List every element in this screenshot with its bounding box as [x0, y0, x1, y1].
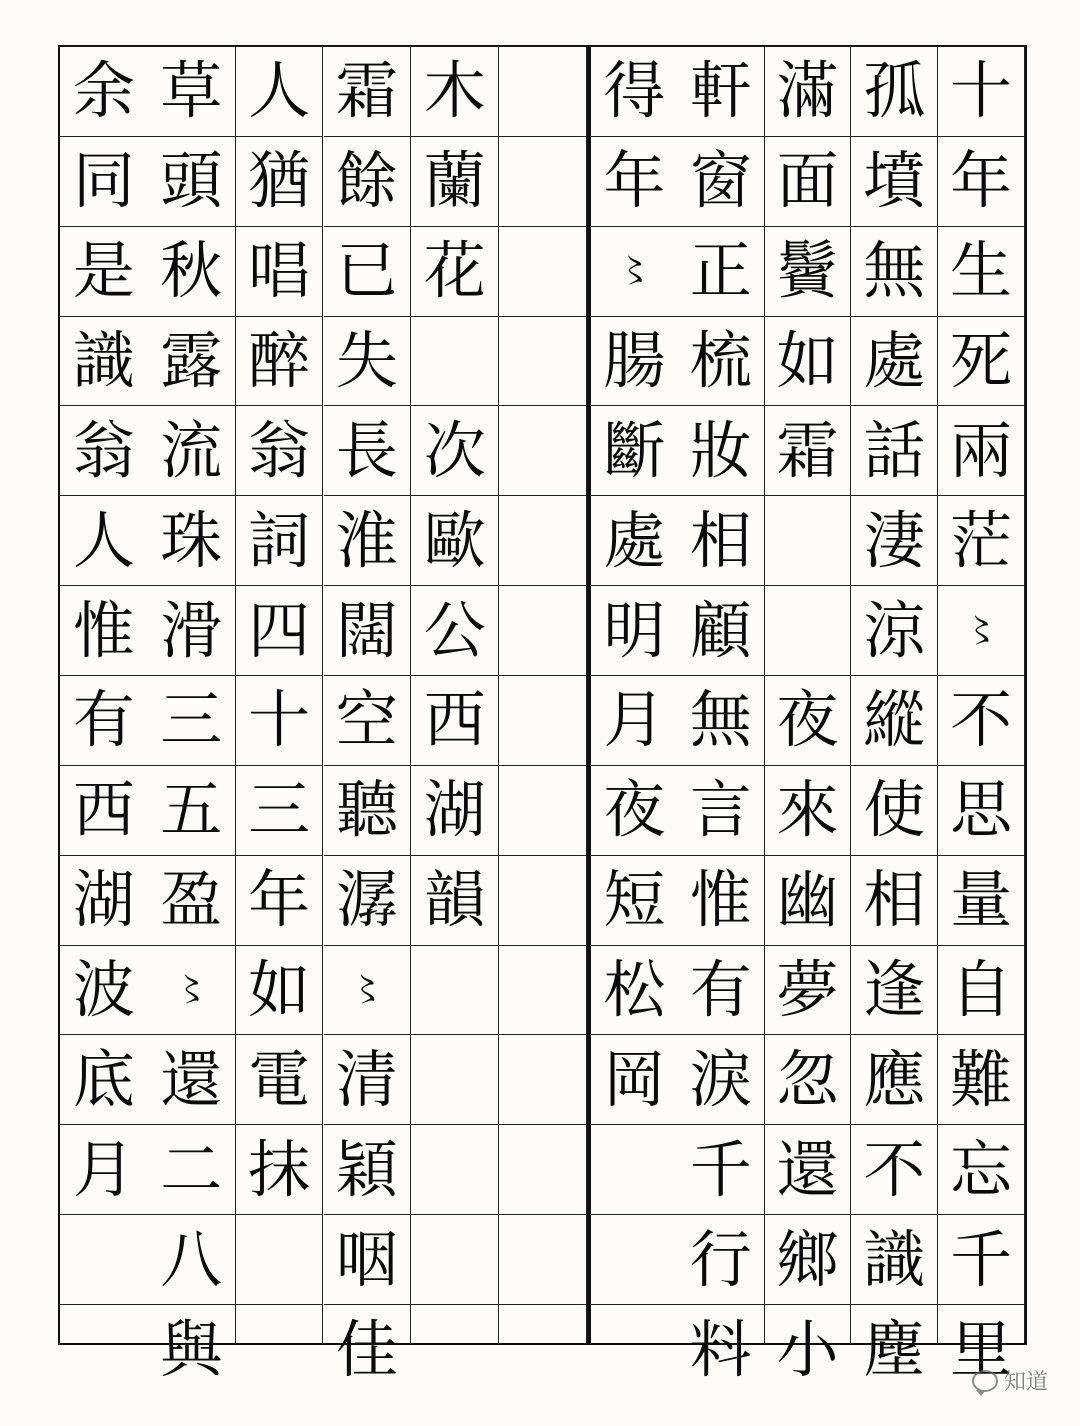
grid-cell: 西: [60, 766, 148, 856]
grid-cell: [499, 227, 586, 317]
grid-column: [591, 47, 678, 1343]
grid-cell: [60, 1215, 148, 1305]
grid-cell: 次: [411, 406, 498, 496]
grid-cell: [499, 676, 586, 766]
grid-cell: 霜: [765, 406, 851, 496]
grid-cell: 霜: [324, 47, 411, 137]
grid-cell: [60, 1305, 148, 1395]
grid-column: [851, 47, 938, 1386]
grid-cell: 人: [236, 47, 323, 137]
grid-cell: 鬢: [765, 227, 851, 317]
grid-cell: 滑: [148, 586, 235, 676]
grid-cell: 歐: [411, 496, 498, 586]
grid-column: [938, 47, 1025, 1386]
grid-cell: 塵: [863, 1312, 926, 1386]
grid-cell: 行: [678, 1215, 764, 1305]
grid-cell: 已: [324, 227, 411, 317]
grid-cell: 松: [591, 946, 678, 1036]
grid-cell: 年: [236, 856, 323, 946]
grid-cell: 千: [938, 1215, 1024, 1305]
grid-cell: [499, 586, 586, 676]
grid-cell: [499, 496, 586, 586]
grid-cell: 三: [236, 766, 323, 856]
grid-cell: 聽: [324, 766, 411, 856]
grid-cell: 抹: [236, 1125, 323, 1215]
grid-cell: 短: [591, 856, 678, 946]
grid-cell: 不: [851, 1125, 937, 1215]
grid-cell: 韻: [411, 856, 498, 946]
grid-cell: 使: [851, 766, 937, 856]
grid-cell: 〻: [324, 946, 411, 1036]
grid-cell: [411, 946, 498, 1036]
grid-cell: 穎: [324, 1125, 411, 1215]
grid-cell: 露: [148, 317, 235, 407]
grid-cell: [499, 946, 586, 1036]
grid-cell: [499, 406, 586, 496]
grid-cell: 無: [851, 227, 937, 317]
grid-cell: 二: [148, 1125, 235, 1215]
grid-cell: 梳: [678, 317, 764, 407]
grid-cell: 年: [938, 137, 1024, 227]
grid-cell: 〻: [148, 946, 235, 1036]
grid-cell: 是: [60, 227, 148, 317]
grid-column: [236, 47, 324, 1343]
grid-cell: 翁: [236, 406, 323, 496]
grid-cell: 妝: [678, 406, 764, 496]
grid-cell: 湖: [60, 856, 148, 946]
grid-cell: [591, 1305, 678, 1395]
grid-cell: 底: [60, 1035, 148, 1125]
grid-cell: 夜: [765, 676, 851, 766]
grid-cell: [591, 1215, 678, 1305]
grid-cell: 兩: [938, 406, 1024, 496]
grid-cell: 花: [411, 227, 498, 317]
grid-cell: 與: [160, 1312, 223, 1386]
grid-cell: 斷: [591, 406, 678, 496]
grid-column: [678, 47, 765, 1386]
grid-cell: 年: [591, 137, 678, 227]
grid-cell: 醉: [236, 317, 323, 407]
grid-cell: 十: [938, 47, 1024, 137]
grid-cell: 同: [60, 137, 148, 227]
grid-cell: 鄉: [765, 1215, 851, 1305]
grid-cell: 料: [689, 1312, 752, 1386]
grid-cell: 有: [60, 676, 148, 766]
grid-cell: 秋: [148, 227, 235, 317]
grid-cell: 識: [851, 1215, 937, 1305]
grid-cell: 清: [324, 1035, 411, 1125]
grid-cell: 淚: [678, 1035, 764, 1125]
grid-cell: 幽: [765, 856, 851, 946]
grid-cell: 滿: [765, 47, 851, 137]
grid-cell: 蘭: [411, 137, 498, 227]
grid-cell: 如: [765, 317, 851, 407]
grid-cell: 思: [938, 766, 1024, 856]
grid-cell: [411, 317, 498, 407]
grid-cell: [499, 856, 586, 946]
grid-cell: 識: [60, 317, 148, 407]
grid-cell: 墳: [851, 137, 937, 227]
grid-cell: 惟: [60, 586, 148, 676]
grid-column: [765, 47, 852, 1386]
grid-cell: 面: [765, 137, 851, 227]
grid-cell: 顧: [678, 586, 764, 676]
watermark: [972, 1365, 1048, 1396]
grid-cell: [591, 1125, 678, 1215]
grid-cell: [499, 1125, 586, 1215]
grid-cell: 窗: [678, 137, 764, 227]
grid-cell: 話: [851, 406, 937, 496]
grid-cell: [236, 1215, 323, 1305]
grid-cell: [236, 1305, 323, 1395]
grid-cell: [765, 496, 851, 586]
grid-cell: [499, 317, 586, 407]
grid-cell: 孤: [851, 47, 937, 137]
grid-column: [148, 47, 236, 1386]
grid-cell: 自: [938, 946, 1024, 1036]
grid-cell: 猶: [236, 137, 323, 227]
grid-cell: 量: [938, 856, 1024, 946]
grid-cell: 月: [60, 1125, 148, 1215]
grid-cell: 不: [938, 676, 1024, 766]
grid-cell: [411, 1035, 498, 1125]
grid-cell: 夢: [765, 946, 851, 1036]
grid-column: [411, 47, 499, 1343]
grid-cell: 正: [678, 227, 764, 317]
grid-cell: 難: [938, 1035, 1024, 1125]
grid-cell: [411, 1305, 498, 1395]
grid-cell: 十: [236, 676, 323, 766]
grid-cell: 腸: [591, 317, 678, 407]
grid-cell: 小: [776, 1312, 839, 1386]
grid-cell: 逢: [851, 946, 937, 1036]
grid-cell: 相: [678, 496, 764, 586]
grid-cell: 里: [950, 1312, 1013, 1386]
grid-cell: 生: [938, 227, 1024, 317]
grid-cell: 明: [591, 586, 678, 676]
grid-cell: 相: [851, 856, 937, 946]
grid-cell: 忽: [765, 1035, 851, 1125]
grid-poem-1: [589, 45, 1027, 1386]
grid-cell: [499, 1305, 586, 1395]
grid-cell: 死: [938, 317, 1024, 407]
grid-cell: [411, 1125, 498, 1215]
grid-cell: 電: [236, 1035, 323, 1125]
grid-cell: 頭: [148, 137, 235, 227]
grid-cell: 有: [678, 946, 764, 1036]
chat-bubble-icon: [972, 1370, 998, 1392]
grid-cell: 五: [148, 766, 235, 856]
grid-cell: 還: [765, 1125, 851, 1215]
grid-cell: 珠: [148, 496, 235, 586]
grid-cell: 人: [60, 496, 148, 586]
grid-cell: 湖: [411, 766, 498, 856]
grid-cell: 盈: [148, 856, 235, 946]
grid-cell: 佳: [335, 1312, 398, 1386]
watermark-text: 知道: [1003, 1370, 1048, 1395]
grid-cell: 潺: [324, 856, 411, 946]
grid-cell: [499, 47, 586, 137]
grid-cell: 八: [148, 1215, 235, 1305]
grid-cell: 餘: [324, 137, 411, 227]
grid-cell: 如: [236, 946, 323, 1036]
grid-cell: 四: [236, 586, 323, 676]
grid-cell: 岡: [591, 1035, 678, 1125]
grid-cell: 〻: [591, 227, 678, 317]
grid-cell: 得: [591, 47, 678, 137]
grid-cell: 〻: [938, 586, 1024, 676]
grid-cell: 長: [324, 406, 411, 496]
grid-cell: 應: [851, 1035, 937, 1125]
grid-cell: 忘: [938, 1125, 1024, 1215]
grid-cell: 三: [148, 676, 235, 766]
grid-cell: 還: [148, 1035, 235, 1125]
grid-cell: 詞: [236, 496, 323, 586]
grid-cell: 月: [591, 676, 678, 766]
grid-poem-2: [58, 45, 589, 1386]
grid-cell: [499, 1215, 586, 1305]
grid-cell: 淮: [324, 496, 411, 586]
grid-cell: 處: [591, 496, 678, 586]
grid-cell: 唱: [236, 227, 323, 317]
grid-cell: 軒: [678, 47, 764, 137]
grid-column: [324, 47, 412, 1386]
grid-cell: 涼: [851, 586, 937, 676]
grid-cell: 失: [324, 317, 411, 407]
grid-cell: 無: [678, 676, 764, 766]
grid-cell: 淒: [851, 496, 937, 586]
grid-cell: [499, 1035, 586, 1125]
grid-cell: 翁: [60, 406, 148, 496]
grid-cell: 處: [851, 317, 937, 407]
grid-cell: 惟: [678, 856, 764, 946]
grid-cell: 西: [411, 676, 498, 766]
grid-cell: 千: [678, 1125, 764, 1215]
grid-cell: 公: [411, 586, 498, 676]
grid-column: [60, 47, 148, 1343]
grid-cell: 縱: [851, 676, 937, 766]
grid-cell: 草: [148, 47, 235, 137]
grid-cell: 闊: [324, 586, 411, 676]
grid-cell: [765, 586, 851, 676]
grid-cell: 余: [60, 47, 148, 137]
grid-cell: [499, 766, 586, 856]
grid-cell: 木: [411, 47, 498, 137]
grid-column: [499, 47, 587, 1343]
grid-cell: 空: [324, 676, 411, 766]
grid-cell: 波: [60, 946, 148, 1036]
grid-cell: 夜: [591, 766, 678, 856]
grid-cell: 流: [148, 406, 235, 496]
grid-cell: 來: [765, 766, 851, 856]
grid-cell: [499, 137, 586, 227]
grid-cell: [411, 1215, 498, 1305]
grid-cell: 咽: [324, 1215, 411, 1305]
grid-cell: 言: [678, 766, 764, 856]
grid-cell: 茫: [938, 496, 1024, 586]
